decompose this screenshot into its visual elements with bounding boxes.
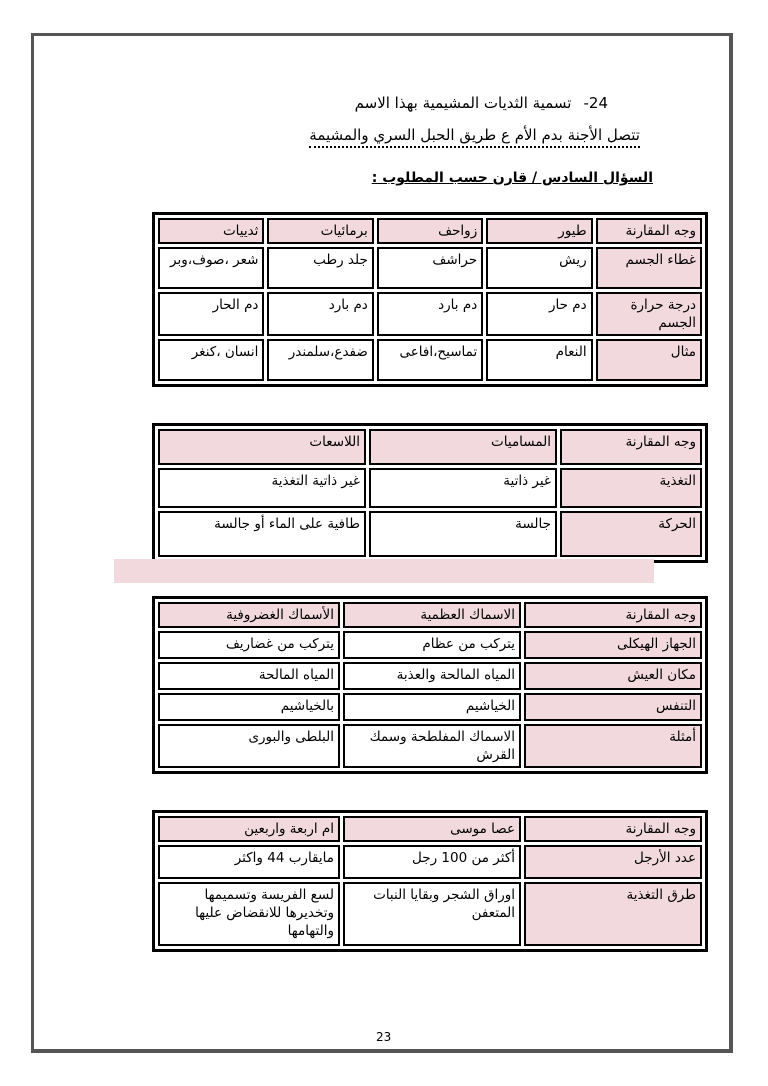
row-label-cell: التغذية [560, 468, 702, 508]
table-header-cell: الاسماك العظمية [343, 602, 521, 628]
comparison-table-vertebrates [152, 212, 708, 387]
table-header-cell: اللاسعات [158, 429, 366, 465]
table-header-cell: المساميات [369, 429, 557, 465]
question-line [355, 94, 608, 112]
table-cell: تماسيح،افاعى [377, 339, 483, 381]
question-number: 24- [583, 94, 608, 112]
table-header-cell: برمائيات [267, 218, 373, 244]
table-row [158, 468, 702, 508]
table-cell: غير ذاتية التغذية [158, 468, 366, 508]
table-header-cell: وجه المقارنة [524, 602, 702, 628]
table-cell: المياه المالحة [158, 662, 340, 690]
table-row [158, 339, 702, 381]
table-header-cell: وجه المقارنة [524, 816, 702, 842]
table-header-cell: ثدييات [158, 218, 264, 244]
table-header-cell: عصا موسى [343, 816, 521, 842]
comparison-table-sponges-cnidarians [152, 423, 708, 563]
table-cell: جالسة [369, 511, 557, 557]
table-cell: شعر ،صوف،وبر [158, 247, 264, 289]
table-row [158, 631, 702, 659]
table-header-cell: طيور [486, 218, 592, 244]
table-cell: بالخياشيم [158, 693, 340, 721]
table-cell: أكثر من 100 رجل [343, 845, 521, 879]
table-cell: المياه المالحة والعذبة [343, 662, 521, 690]
table-header-cell: الأسماك الغضروفية [158, 602, 340, 628]
row-label-cell: مكان العيش [524, 662, 702, 690]
row-label-cell: غطاء الجسم [596, 247, 702, 289]
table-cell: طافية على الماء أو جالسة [158, 511, 366, 557]
table-cell: انسان ،كنغر [158, 339, 264, 381]
highlight-bar [114, 559, 654, 583]
table-row [158, 882, 702, 946]
table-cell: ريش [486, 247, 592, 289]
row-label-cell: أمثلة [524, 724, 702, 768]
table-cell: يتركب من عظام [343, 631, 521, 659]
page-number: 23 [376, 1030, 392, 1044]
table-row [158, 247, 702, 289]
table-cell: الاسماك المفلطحة وسمك القرش [343, 724, 521, 768]
row-label-cell: مثال [596, 339, 702, 381]
table-header-cell: وجه المقارنة [560, 429, 702, 465]
table-cell: مايقارب 44 واكثر [158, 845, 340, 879]
answer-line: تتصل الأجنة بدم الأم ع طريق الحبل السري والمشيمة [309, 126, 640, 148]
table-cell: جلد رطب [267, 247, 373, 289]
row-label-cell: الحركة [560, 511, 702, 557]
row-label-cell: التنفس [524, 693, 702, 721]
row-label-cell: درجة حرارة الجسم [596, 292, 702, 336]
table-cell: دم الحار [158, 292, 264, 336]
row-label-cell: عدد الأرجل [524, 845, 702, 879]
table-row [158, 662, 702, 690]
table-cell: النعام [486, 339, 592, 381]
row-label-cell: طرق التغذية [524, 882, 702, 946]
table-cell: لسع الفريسة وتسميمها وتخديرها للانقضاض عليها والتهامها [158, 882, 340, 946]
question-text: تسمية الثديات المشيمية بهذا الاسم [354, 94, 572, 112]
table-cell: دم حار [486, 292, 592, 336]
table-row [158, 845, 702, 879]
table-row [158, 511, 702, 557]
table-row [158, 693, 702, 721]
table-header-cell: زواحف [377, 218, 483, 244]
comparison-table-fish [152, 596, 708, 774]
table-header-cell: وجه المقارنة [596, 218, 702, 244]
table-row [158, 724, 702, 768]
section-title: السؤال السادس / قارن حسب المطلوب : [371, 170, 653, 186]
table-cell: يتركب من غضاريف [158, 631, 340, 659]
table-cell: البلطى والبورى [158, 724, 340, 768]
table-cell: دم بارد [267, 292, 373, 336]
row-label-cell: الجهاز الهيكلى [524, 631, 702, 659]
table-row [158, 292, 702, 336]
table-cell: غير ذاتية [369, 468, 557, 508]
table-header-cell: ام اربعة واربعين [158, 816, 340, 842]
table-cell: حراشف [377, 247, 483, 289]
table-cell: الخياشيم [343, 693, 521, 721]
comparison-table-myriapods [152, 810, 708, 952]
table-cell: دم بارد [377, 292, 483, 336]
table-cell: ضفدع،سلمندر [267, 339, 373, 381]
table-cell: اوراق الشجر وبقايا النبات المتعفن [343, 882, 521, 946]
